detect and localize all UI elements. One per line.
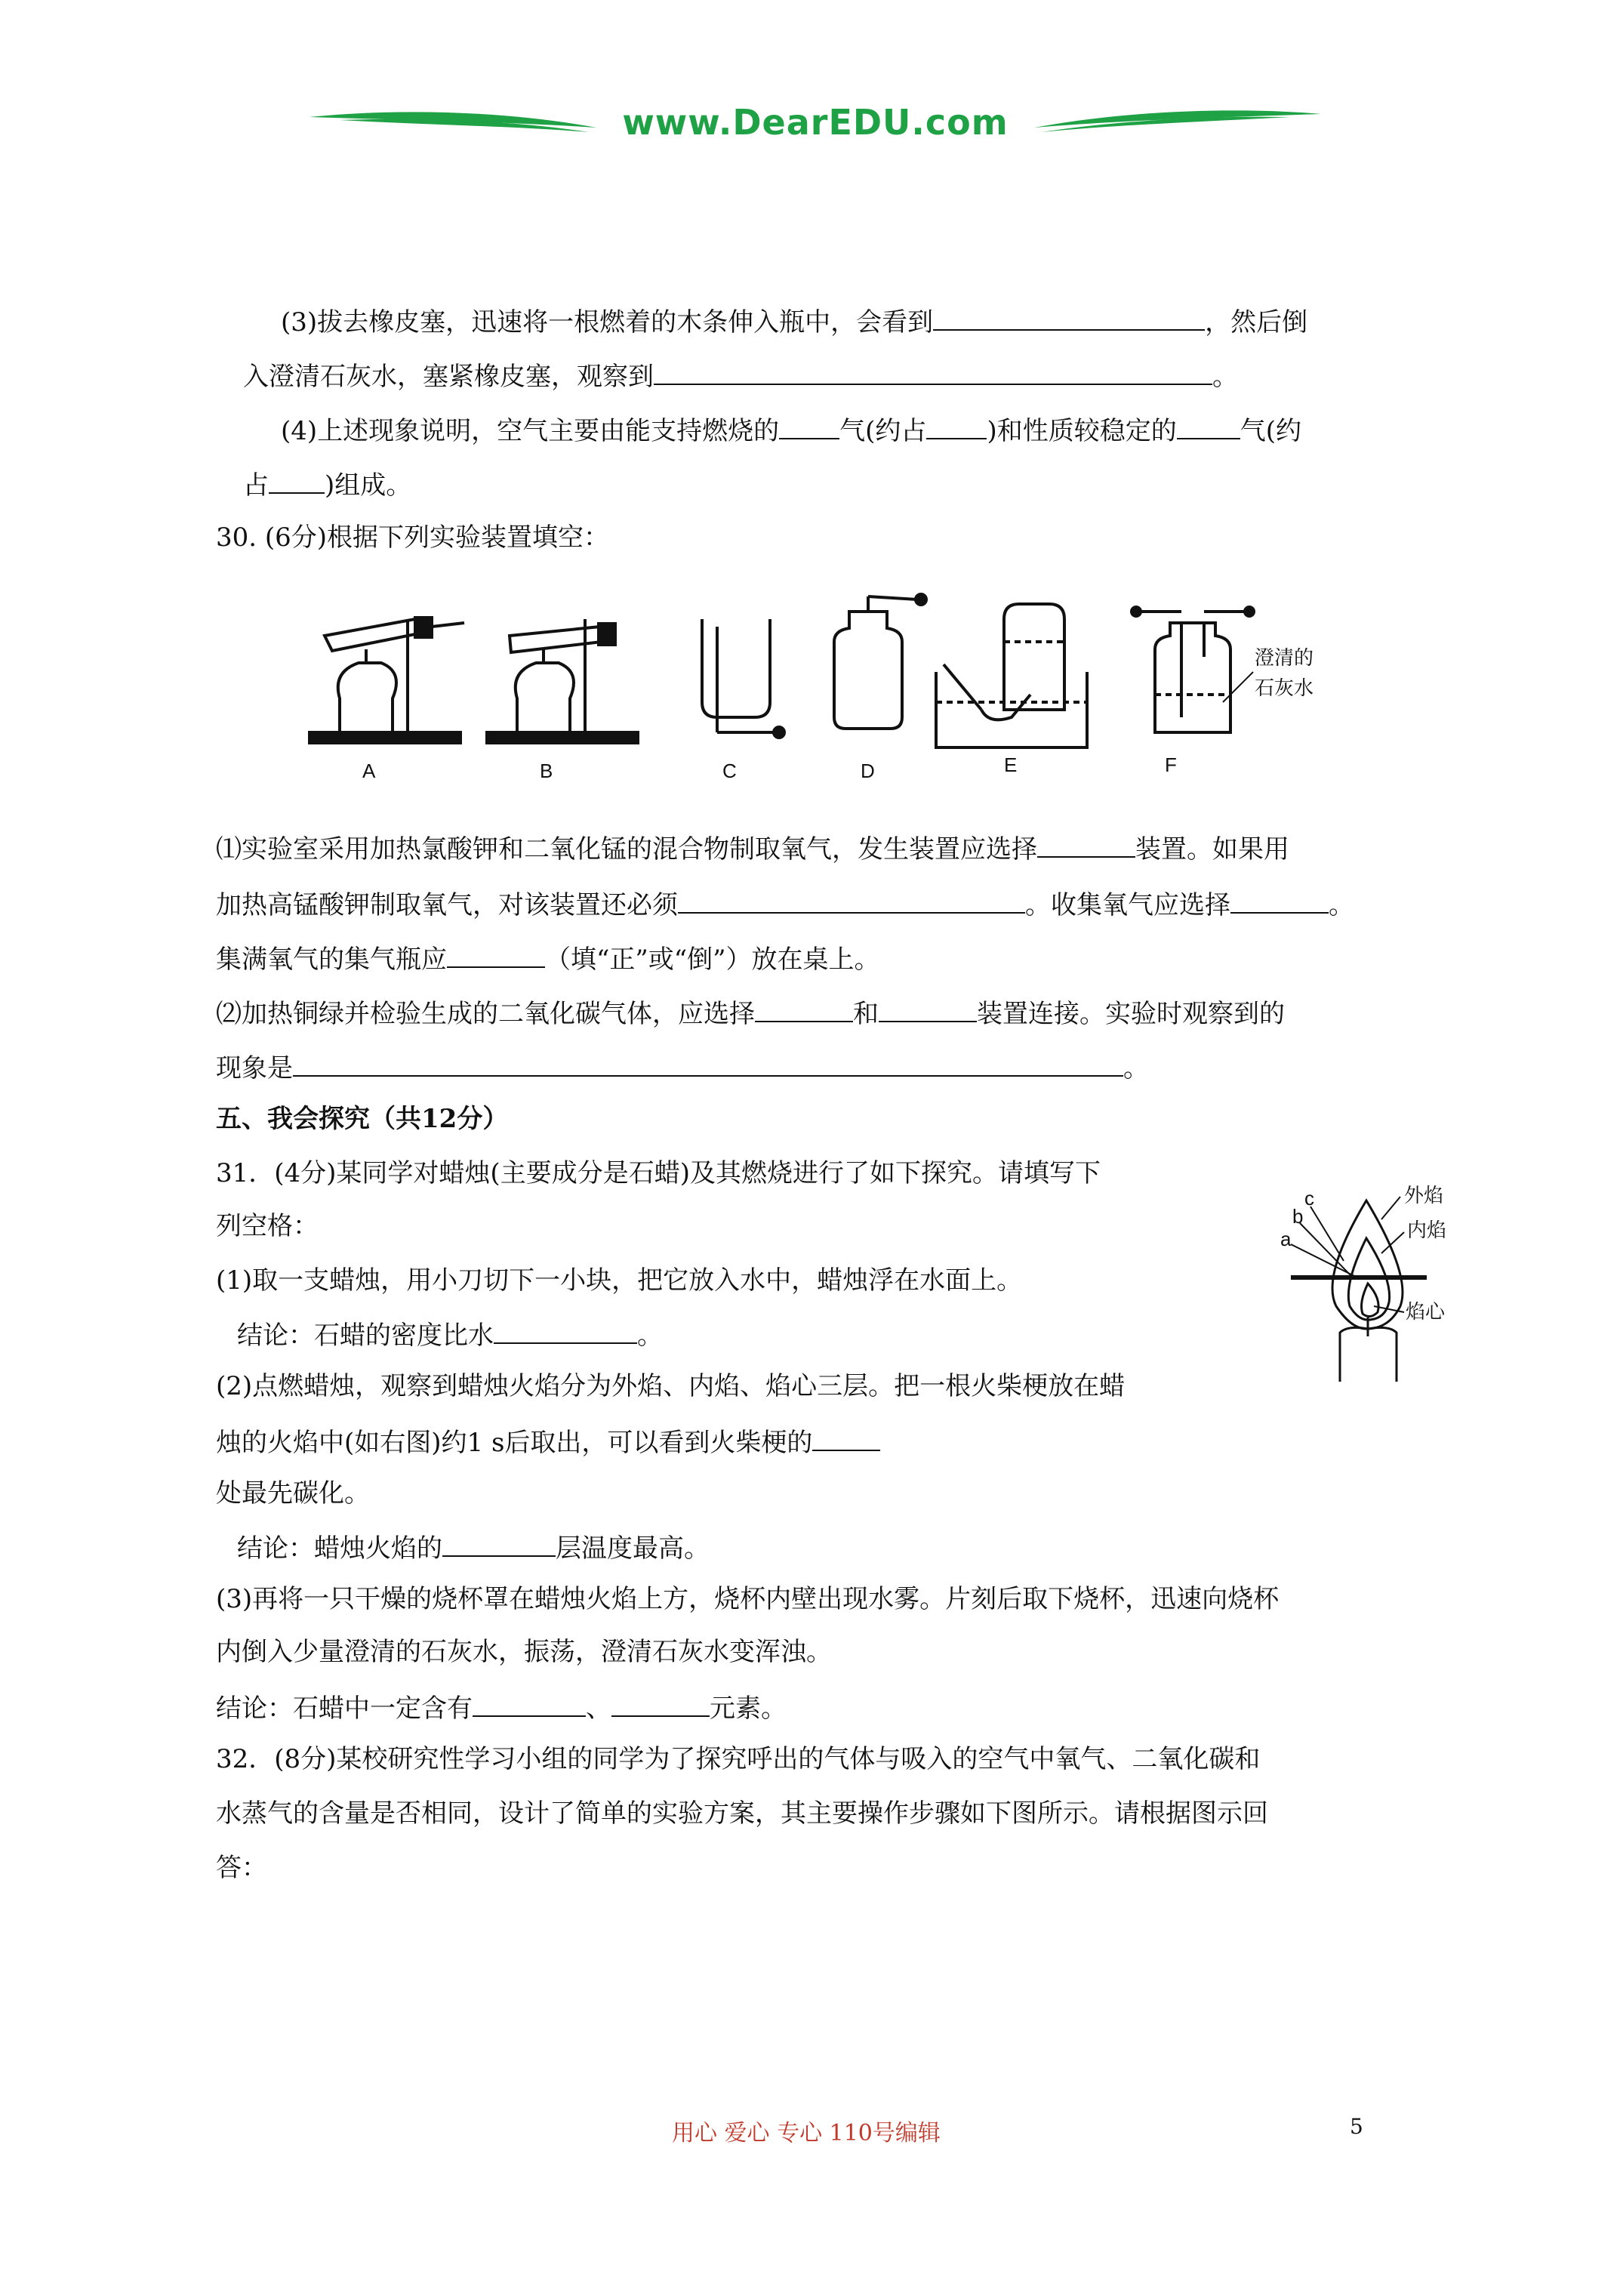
figure-label-inner: 内焰 <box>1407 1219 1447 1242</box>
q31-step2-line2: 烛的火焰中(如右图)约1 s后取出，可以看到火柴梗的 <box>216 1425 880 1458</box>
apparatus-f-icon <box>1132 607 1254 732</box>
figure-label-c: c <box>1304 1187 1314 1210</box>
q29-part4-line2: 占 )组成。 <box>243 468 411 501</box>
q31-conclusion1: 结论：石蜡的密度比水 。 <box>237 1318 663 1351</box>
apparatus-d-icon <box>834 594 926 729</box>
flame-core-icon <box>1362 1284 1379 1317</box>
apparatus-c-icon <box>702 619 784 738</box>
q31-step2-line3: 处最先碳化。 <box>216 1478 370 1509</box>
section-5-title: 五、我会探究（共12分） <box>216 1104 509 1134</box>
q32-line3: 答： <box>216 1853 267 1883</box>
candle-flame-figure <box>1276 1185 1472 1382</box>
q31-intro-line2: 列空格： <box>216 1211 319 1241</box>
figure-label-a: a <box>1280 1228 1292 1250</box>
figure-label-outer: 外焰 <box>1404 1185 1444 1207</box>
footer-center: 用心 爱心 专心 110号编辑 <box>672 2120 941 2147</box>
q31-step3-line2: 内倒入少量澄清的石灰水，振荡，澄清石灰水变浑浊。 <box>216 1637 832 1667</box>
apparatus-label-b: B <box>540 760 553 782</box>
q30-p1-line2: 加热高锰酸钾制取氧气，对该装置还必须 。收集氧气应选择 。 <box>216 888 1354 920</box>
figure-label-b: b <box>1292 1205 1304 1228</box>
q31-step1: (1)取一支蜡烛，用小刀切下一小块，把它放入水中，蜡烛浮在水面上。 <box>216 1265 1023 1296</box>
q32-line1: 32．(8分)某校研究性学习小组的同学为了探究呼出的气体与吸入的空气中氧气、二氧化碳和 <box>216 1744 1261 1774</box>
page-number: 5 <box>1350 2114 1363 2139</box>
q31-step3-line1: (3)再将一只干燥的烧杯罩在蜡烛火焰上方，烧杯内壁出现水雾。片刻后取下烧杯，迅速向烧杯 <box>216 1584 1280 1614</box>
q30-p1-line1: ⑴实验室采用加热氯酸钾和二氧化锰的混合物制取氧气，发生装置应选择 装置。如果用 <box>216 832 1289 864</box>
q30-p2-line2: 现象是 。 <box>216 1051 1149 1083</box>
apparatus-label-a: A <box>362 760 376 782</box>
figure-label-core: 焰心 <box>1406 1301 1446 1324</box>
q30-p2-line1: ⑵加热铜绿并检验生成的二氧化碳气体，应选择 和 装置连接。实验时观察到的 <box>216 997 1285 1029</box>
apparatus-label-c: C <box>722 760 737 782</box>
q32-line2: 水蒸气的含量是否相同，设计了简单的实验方案，其主要操作步骤如下图所示。请根据图示回 <box>216 1798 1268 1829</box>
site-header <box>310 94 1321 155</box>
q31-intro-line1: 31．(4分)某同学对蜡烛(主要成分是石蜡)及其燃烧进行了如下探究。请填写下 <box>216 1158 1101 1188</box>
q29-part3-line2: 入澄清石灰水，塞紧橡皮塞，观察到 。 <box>243 359 1238 392</box>
q29-part4-line1: (4)上述现象说明，空气主要由能支持燃烧的 气(约占 )和性质较稳定的 气(约 <box>281 414 1301 446</box>
apparatus-label-f: F <box>1165 754 1177 776</box>
apparatus-a-icon <box>310 618 464 743</box>
apparatus-b-icon <box>487 619 638 743</box>
site-url: www.DearEDU.com <box>622 102 1009 143</box>
q30-apparatus-figure <box>302 589 1329 793</box>
f-label-line2: 石灰水 <box>1255 677 1314 700</box>
apparatus-e-icon <box>936 604 1087 747</box>
f-label-line1: 澄清的 <box>1255 647 1314 670</box>
q29-part3-line1: (3)拔去橡皮塞，迅速将一根燃着的木条伸入瓶中，会看到 ，然后倒 <box>281 305 1307 337</box>
apparatus-label-e: E <box>1004 754 1018 776</box>
apparatus-label-d: D <box>861 760 875 782</box>
q30-p1-line3: 集满氧气的集气瓶应 （填“正”或“倒”）放在桌上。 <box>216 942 880 975</box>
q30-title: 30. (6分)根据下列实验装置填空： <box>216 522 610 553</box>
q31-step2-line1: (2)点燃蜡烛，观察到蜡烛火焰分为外焰、内焰、焰心三层。把一根火柴梗放在蜡 <box>216 1371 1126 1401</box>
q31-conclusion2: 结论：蜡烛火焰的 层温度最高。 <box>237 1531 710 1564</box>
q31-conclusion3: 结论：石蜡中一定含有 、 元素。 <box>216 1691 787 1724</box>
